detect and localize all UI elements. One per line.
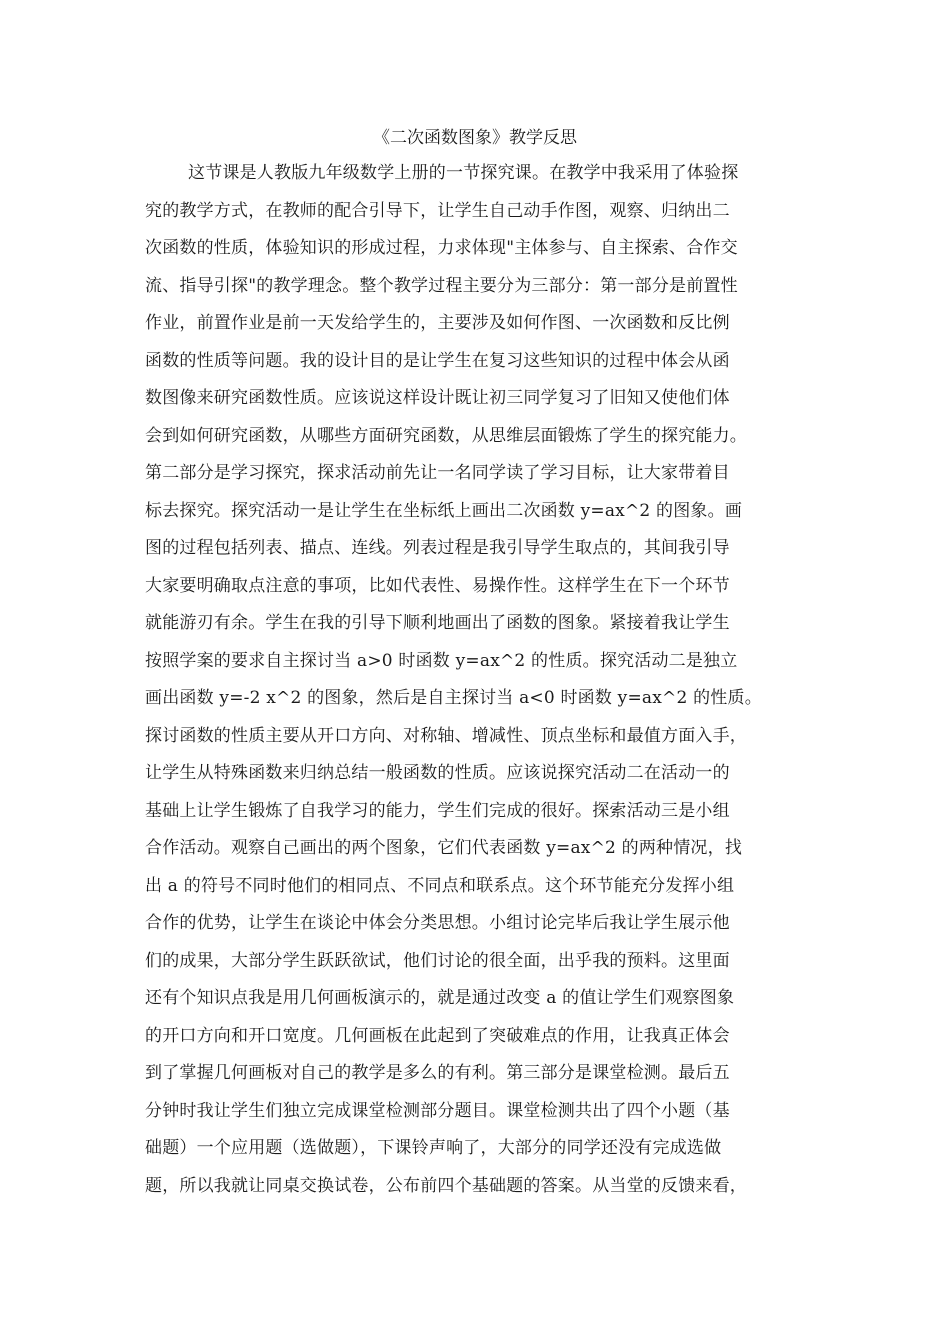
paragraph-line: 作业，前置作业是前一天发给学生的，主要涉及如何作图、一次函数和反比例	[145, 313, 730, 333]
paragraph-line: 标去探究。探究活动一是让学生在坐标纸上画出二次函数 y=ax^2 的图象。画	[145, 500, 743, 521]
document-title: 《二次函数图象》教学反思	[373, 128, 577, 148]
paragraph-line: 会到如何研究函数，从哪些方面研究函数，从思维层面锻炼了学生的探究能力。	[145, 425, 747, 446]
paragraph-line: 大家要明确取点注意的事项，比如代表性、易操作性。这样学生在下一个环节	[145, 575, 730, 596]
paragraph-line: 按照学案的要求自主探讨当 a>0 时函数 y=ax^2 的性质。探究活动二是独立	[145, 650, 738, 671]
paragraph-line: 们的成果，大部分学生跃跃欲试，他们讨论的很全面，出乎我的预料。这里面	[145, 950, 730, 971]
paragraph-line: 图的过程包括列表、描点、连线。列表过程是我引导学生取点的，其间我引导	[145, 538, 730, 558]
paragraph-line: 合作活动。观察自己画出的两个图象，它们代表函数 y=ax^2 的两种情况，找	[145, 838, 743, 858]
paragraph-line: 探讨函数的性质主要从开口方向、对称轴、增减性、顶点坐标和最值方面入手，	[145, 725, 747, 746]
paragraph-line: 分钟时我让学生们独立完成课堂检测部分题目。课堂检测共出了四个小题（基	[145, 1100, 730, 1121]
paragraph-line: 流、指导引探"的教学理念。整个教学过程主要分为三部分：第一部分是前置性	[145, 275, 738, 296]
paragraph-line: 究的教学方式，在教师的配合引导下，让学生自己动手作图，观察、归纳出二	[145, 200, 730, 221]
paragraph-line: 函数的性质等问题。我的设计目的是让学生在复习这些知识的过程中体会从函	[145, 350, 730, 371]
document-body	[145, 161, 825, 1211]
paragraph-line: 基础上让学生锻炼了自我学习的能力，学生们完成的很好。探索活动三是小组	[145, 800, 730, 821]
paragraph-line: 出 a 的符号不同时他们的相同点、不同点和联系点。这个环节能充分发挥小组	[145, 875, 735, 896]
paragraph-line: 到了掌握几何画板对自己的教学是多么的有利。第三部分是课堂检测。最后五	[145, 1063, 730, 1083]
paragraph-line: 的开口方向和开口宽度。几何画板在此起到了突破难点的作用，让我真正体会	[145, 1025, 730, 1046]
paragraph-line: 数图像来研究函数性质。应该说这样设计既让初三同学复习了旧知又使他们体	[145, 388, 730, 408]
paragraph-line: 还有个知识点我是用几何画板演示的，就是通过改变 a 的值让学生们观察图象	[145, 988, 735, 1008]
paragraph-line: 让学生从特殊函数来归纳总结一般函数的性质。应该说探究活动二在活动一的	[145, 763, 730, 783]
paragraph-line: 第二部分是学习探究，探求活动前先让一名同学读了学习目标，让大家带着目	[145, 463, 730, 483]
paragraph-line: 合作的优势，让学生在谈论中体会分类思想。小组讨论完毕后我让学生展示他	[145, 913, 730, 933]
paragraph-line: 题，所以我就让同桌交换试卷，公布前四个基础题的答案。从当堂的反馈来看，	[145, 1175, 747, 1196]
paragraph-line: 础题）一个应用题（选做题），下课铃声响了，大部分的同学还没有完成选做	[145, 1138, 722, 1158]
paragraph-line: 次函数的性质，体验知识的形成过程，力求体现"主体参与、自主探索、合作交	[145, 238, 738, 258]
paragraph-line: 就能游刃有余。学生在我的引导下顺利地画出了函数的图象。紧接着我让学生	[145, 613, 730, 633]
paragraph-line: 这节课是人教版九年级数学上册的一节探究课。在教学中我采用了体验探	[188, 163, 739, 183]
paragraph-line: 画出函数 y=-2 x^2 的图象，然后是自主探讨当 a<0 时函数 y=ax^2 的性质。	[145, 688, 762, 708]
